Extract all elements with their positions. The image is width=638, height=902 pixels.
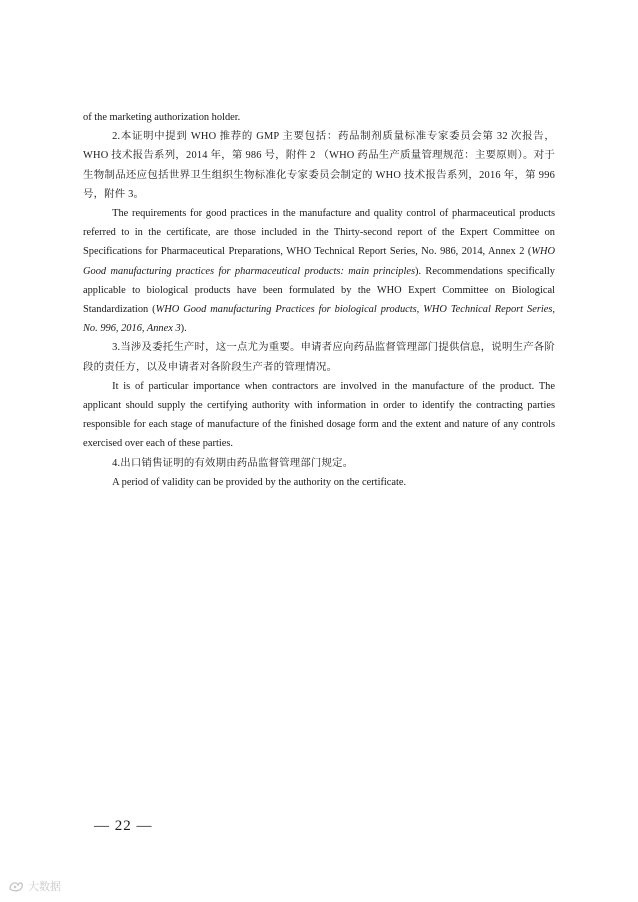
paragraph-text: ). <box>180 323 187 335</box>
watermark-logo-icon <box>8 879 24 893</box>
paragraph-item-3-zh <box>83 338 555 376</box>
paragraph-item-2-zh <box>83 127 555 204</box>
paragraph-item-2-en <box>83 204 555 338</box>
paragraph-text: The requirements for good practices in the manufacture and quality control of pharmaceutical products referred to in the certificate, are those included in the Thirty-second report of the Expert Committee on Specifications for Pharmaceutical Preparations, WHO Technical Report Series, No. 986, 2014, Annex 2 ( <box>83 208 555 258</box>
paragraph-text: It is of particular importance when contractors are involved in the manufacture of the product. The applicant should supply the certifying authority with information in order to identify the contracting parties responsible for each stage of manufacture of the finished dosage form and the extent and nature of any controls exercised over each of these parties. <box>83 380 555 450</box>
italic-reference: WHO Good manufacturing Practices for biological products, WHO Technical Report Series, No. 996, 2016, Annex 3 <box>83 304 555 335</box>
document-body <box>83 108 555 492</box>
paragraph-text: 2.本证明中提到 WHO 推荐的 GMP 主要包括：药品制剂质量标准专家委员会第 32 次报告，WHO 技术报告系列，2014 年，第 986 号，附件 2 （WHO 药品生产质量管理规范：主要原则）。对于生物制品还应包括世界卫生组织生物标准化专家委员会制定的 WHO 技术报告系列，2016 年，第 996 号，附件 3。 <box>83 131 555 200</box>
paragraph-item-3-en <box>83 377 555 454</box>
paragraph-text: 4.出口销售证明的有效期由药品监督管理部门规定。 <box>112 457 354 469</box>
paragraph-text: ). Recommendations specifically applicable to biological products have been formulated by the WHO Expert Committee on Biological Standardization ( <box>83 265 555 316</box>
paragraph-continuation <box>83 108 555 127</box>
paragraph-item-4-en <box>83 473 555 492</box>
watermark <box>8 878 61 894</box>
paragraph-item-4-zh <box>83 454 555 473</box>
paragraph-text: 3.当涉及委托生产时，这一点尤为重要。申请者应向药品监督管理部门提供信息，说明生产各阶段的责任方，以及申请者对各阶段生产者的管理情况。 <box>83 342 555 373</box>
page-number: — 22 — <box>94 818 153 834</box>
watermark-text: 大数据 <box>28 880 61 893</box>
paragraph-text: A period of validity can be provided by the authority on the certificate. <box>112 476 407 488</box>
italic-reference: WHO Good manufacturing practices for pharmaceutical products: main principles <box>83 246 555 277</box>
paragraph-text: of the marketing authorization holder. <box>83 112 241 123</box>
